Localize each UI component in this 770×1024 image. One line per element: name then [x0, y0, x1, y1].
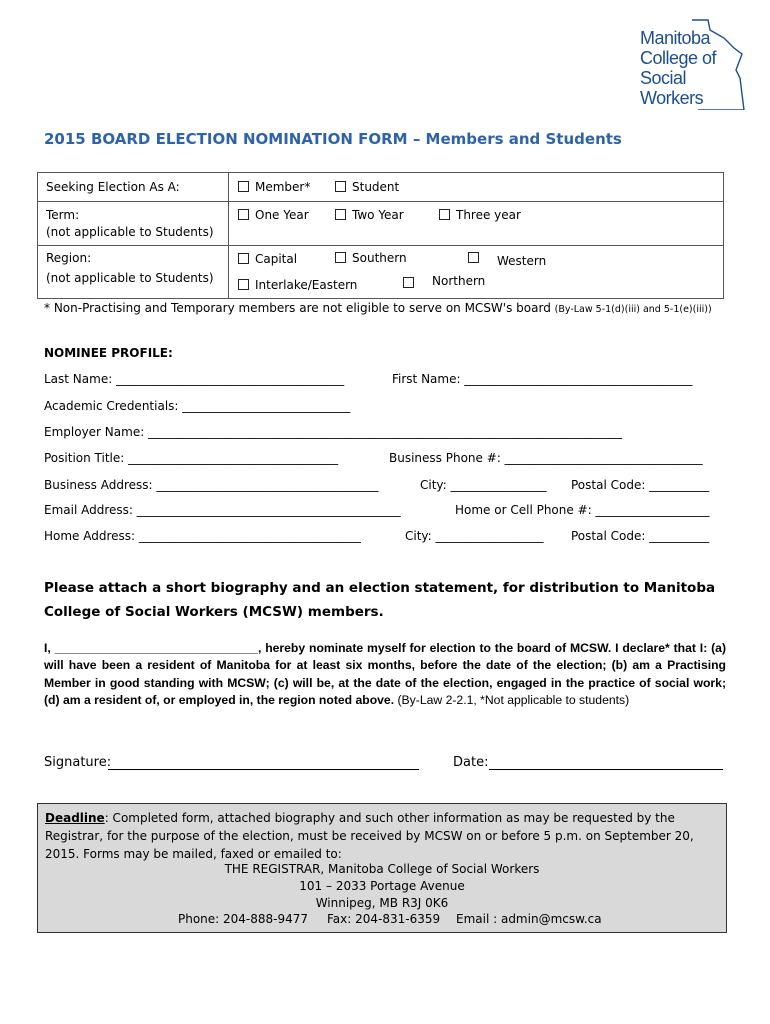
table-row-divider — [38, 201, 723, 202]
business-postal-code-field[interactable]: Postal Code: __________ — [571, 478, 710, 492]
employer-name-field[interactable]: Employer Name: _______________________________________________________________________________ — [44, 425, 623, 439]
checkbox-student[interactable] — [335, 180, 399, 194]
term-label: Term: — [46, 208, 80, 222]
checkbox-western[interactable] — [468, 251, 547, 268]
position-title-field[interactable]: Position Title: ___________________________________ — [44, 451, 339, 465]
deadline-info-box — [37, 803, 727, 933]
checkbox-square-icon[interactable] — [238, 253, 249, 264]
checkbox-label: Two Year — [352, 208, 404, 222]
first-name-field[interactable]: First Name: ______________________________________ — [392, 372, 693, 386]
business-address-field[interactable]: Business Address: _____________________________________ — [44, 478, 379, 492]
seeking-election-label: Seeking Election As A: — [46, 180, 180, 194]
checkbox-label: Student — [352, 180, 400, 194]
business-city-field[interactable]: City: ________________ — [420, 478, 547, 492]
form-title: 2015 BOARD ELECTION NOMINATION FORM – Members and Students — [44, 130, 622, 148]
term-sublabel: (not applicable to Students) — [46, 225, 214, 239]
checkbox-label: Member* — [255, 180, 311, 194]
logo-line: Social — [640, 68, 687, 88]
date-line[interactable] — [489, 769, 723, 770]
attach-biography-instruction: Please attach a short biography and an election statement, for distribution to Manitoba College of Social Workers (MCSW) members. — [44, 580, 716, 620]
checkbox-capital[interactable] — [238, 252, 297, 266]
checkbox-label: Three year — [456, 208, 521, 222]
deadline-paragraph — [45, 809, 717, 863]
checkbox-one-year[interactable] — [238, 208, 309, 222]
table-column-divider — [228, 173, 229, 298]
region-label: Region: — [46, 251, 92, 265]
registrar-addressee: THE REGISTRAR, Manitoba College of Social Workers — [224, 862, 540, 876]
checkbox-square-icon[interactable] — [335, 252, 346, 263]
checkbox-three-year[interactable] — [439, 208, 521, 222]
checkbox-square-icon[interactable] — [335, 209, 346, 220]
checkbox-interlake-eastern[interactable] — [238, 278, 357, 292]
registrar-street: 101 – 2033 Portage Avenue — [299, 879, 465, 893]
checkbox-square-icon[interactable] — [238, 181, 249, 192]
checkbox-label: One Year — [255, 208, 309, 222]
checkbox-southern[interactable] — [335, 251, 407, 265]
checkbox-square-icon[interactable] — [335, 181, 346, 192]
logo-line: College of — [640, 48, 717, 68]
checkbox-label: Southern — [352, 251, 407, 265]
checkbox-northern[interactable] — [403, 276, 485, 290]
checkbox-square-icon[interactable] — [468, 252, 479, 263]
election-options-table — [37, 172, 724, 299]
logo-line: Workers — [640, 88, 704, 108]
logo-line: Manitoba — [640, 28, 711, 48]
registrar-city: Winnipeg, MB R3J 0K6 — [315, 896, 449, 910]
deadline-label: Deadline — [45, 811, 105, 825]
academic-credentials-field[interactable]: Academic Credentials: ____________________________ — [44, 399, 351, 413]
declaration-bylaw-note: (By-Law 2-2.1, *Not applicable to students) — [394, 693, 630, 708]
checkbox-label: Interlake/Eastern — [255, 278, 358, 292]
nominee-profile-heading: NOMINEE PROFILE: — [44, 346, 173, 360]
registrar-fax: Fax: 204-831-6359 — [327, 912, 441, 926]
checkbox-square-icon[interactable] — [439, 209, 450, 220]
eligibility-footnote — [44, 301, 712, 315]
checkbox-label: Capital — [255, 252, 298, 266]
home-city-field[interactable]: City: __________________ — [405, 529, 544, 543]
footnote-bylaw-ref: (By-Law 5-1(d)(iii) and 5-1(e)(iii)) — [554, 304, 712, 315]
table-row-divider — [38, 245, 723, 246]
deadline-text: : Completed form, attached biography and such other information as may be requested by the Registrar, for the purpose of the election, must be received by MCSW on or before 5 p.m. on September 20, 2015. Forms may be mailed, faxed or emailed to: — [45, 811, 694, 861]
registrar-phone: Phone: 204-888-9477 — [178, 912, 309, 926]
checkbox-square-icon[interactable] — [403, 277, 414, 288]
footnote-text: * Non-Practising and Temporary members are not eligible to serve on MCSW's board — [44, 301, 551, 315]
checkbox-two-year[interactable] — [335, 208, 404, 222]
declaration-bold-text: I, ______________________________, hereby nominate myself for election to the board of MCSW. I declare* that I: (a) will have been a resident of Manitoba for at least six months, before the date of the election; (b) am a Practising Member in good standing with MCSW; (c) will be, at the date of the election, engaged in the practice of social work; (d) am a resident of, or employed in, the region noted above. — [44, 641, 726, 708]
home-address-field[interactable]: Home Address: _____________________________________ — [44, 529, 361, 543]
home-cell-phone-field[interactable]: Home or Cell Phone #: ___________________ — [455, 503, 710, 517]
date-label: Date: — [453, 755, 489, 770]
email-address-field[interactable]: Email Address: ____________________________________________ — [44, 503, 401, 517]
registrar-email[interactable]: Email : admin@mcsw.ca — [456, 912, 602, 926]
checkbox-label: Northern — [432, 274, 486, 288]
region-sublabel: (not applicable to Students) — [46, 271, 214, 285]
checkbox-label: Western — [497, 254, 547, 268]
nomination-declaration — [44, 640, 726, 710]
last-name-field[interactable]: Last Name: ______________________________________ — [44, 372, 345, 386]
business-phone-field[interactable]: Business Phone #: _________________________________ — [389, 451, 703, 465]
checkbox-square-icon[interactable] — [238, 209, 249, 220]
checkbox-square-icon[interactable] — [238, 279, 249, 290]
home-postal-code-field[interactable]: Postal Code: __________ — [571, 529, 710, 543]
college-logo-wordmark — [640, 28, 716, 108]
signature-label: Signature: — [44, 755, 112, 770]
signature-line[interactable] — [108, 769, 419, 770]
checkbox-member[interactable] — [238, 180, 310, 194]
